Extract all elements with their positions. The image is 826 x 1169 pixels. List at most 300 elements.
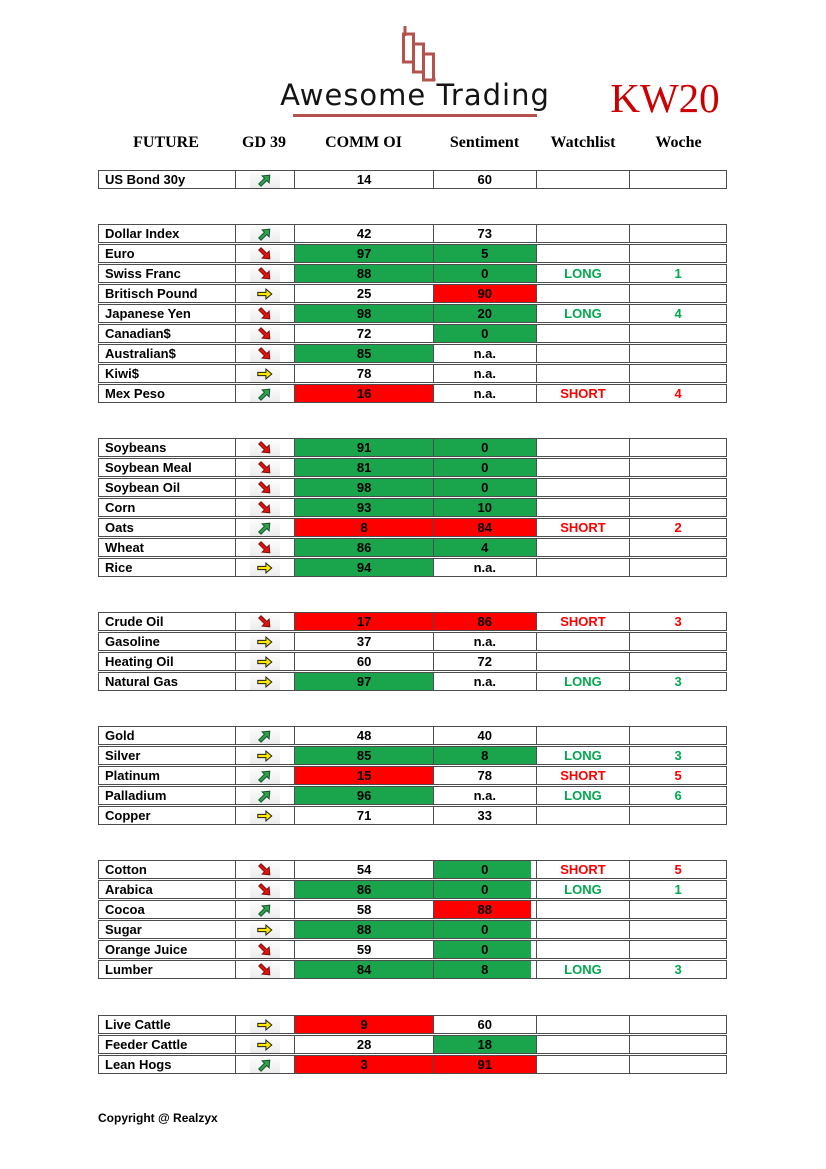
comm-oi-cell (294, 265, 433, 282)
cell-value: Arabica (105, 882, 153, 897)
future-cell (99, 961, 235, 978)
trend-icon-chip (250, 922, 280, 938)
future-cell (99, 921, 235, 938)
watchlist-cell (536, 787, 630, 804)
comm-oi-cell (294, 225, 433, 242)
cell-value: Lean Hogs (105, 1057, 172, 1072)
trend-right-icon (254, 807, 276, 825)
trend-cell (235, 807, 295, 824)
watchlist-cell (536, 1056, 630, 1073)
table-row (98, 498, 727, 517)
table-section-2 (98, 224, 727, 404)
watchlist-cell (536, 941, 630, 958)
cell-value: SHORT (560, 386, 606, 401)
future-cell (99, 519, 235, 536)
trend-icon-chip (250, 942, 280, 958)
sentiment-cell (433, 901, 536, 918)
sentiment-cell (433, 633, 536, 650)
comm-oi-cell (294, 385, 433, 402)
future-cell (99, 265, 235, 282)
watchlist-cell (536, 559, 630, 576)
trend-cell (235, 1056, 295, 1073)
cell-value: 86 (356, 882, 372, 897)
cell-value: LONG (564, 788, 602, 803)
cell-value: 73 (477, 226, 492, 241)
cell-value: 81 (356, 460, 372, 475)
sentiment-cell (433, 539, 536, 556)
trend-icon-chip (250, 1057, 280, 1073)
logo-candlestick-icon (392, 18, 448, 82)
cell-value: SHORT (560, 614, 606, 629)
table-row (98, 786, 727, 805)
trend-icon-chip (250, 306, 280, 322)
cell-value: 10 (477, 500, 492, 515)
cell-value: 71 (356, 808, 372, 823)
watchlist-cell (536, 747, 630, 764)
cell-value: 84 (356, 962, 372, 977)
trend-cell (235, 439, 295, 456)
column-header-gd-39: GD 39 (242, 134, 286, 151)
trend-icon-chip (250, 480, 280, 496)
cell-value: 5 (674, 862, 682, 877)
cell-value: 5 (674, 768, 682, 783)
cell-value: 88 (356, 922, 372, 937)
woche-cell (629, 767, 726, 784)
cell-value: Palladium (105, 788, 167, 803)
future-cell (99, 941, 235, 958)
cell-value: 0 (481, 460, 489, 475)
comm-oi-cell (294, 171, 433, 188)
watchlist-cell (536, 539, 630, 556)
comm-oi-cell (294, 559, 433, 576)
trend-right-icon (254, 673, 276, 691)
future-cell (99, 747, 235, 764)
trend-cell (235, 633, 295, 650)
table-row (98, 920, 727, 939)
future-cell (99, 365, 235, 382)
trend-icon-chip (250, 560, 280, 576)
sentiment-cell (433, 961, 536, 978)
cell-value: SHORT (560, 768, 606, 783)
trend-right-icon (254, 1016, 276, 1034)
trend-cell (235, 171, 295, 188)
trend-icon-chip (250, 460, 280, 476)
cell-value: 15 (356, 768, 372, 783)
sentiment-cell (433, 673, 536, 690)
sentiment-cell (433, 225, 536, 242)
cell-value: Swiss Franc (105, 266, 181, 281)
sentiment-cell (433, 479, 536, 496)
cell-value: 90 (477, 286, 492, 301)
cell-value: n.a. (473, 346, 496, 361)
trend-cell (235, 385, 295, 402)
comm-oi-cell (294, 459, 433, 476)
cell-value: 4 (674, 386, 682, 401)
future-cell (99, 767, 235, 784)
cell-value: Wheat (105, 540, 144, 555)
table-row (98, 438, 727, 457)
sentiment-cell (433, 559, 536, 576)
trend-cell (235, 921, 295, 938)
table-row (98, 766, 727, 785)
table-row (98, 612, 727, 631)
cell-value: 58 (356, 902, 372, 917)
trend-icon-chip (250, 386, 280, 402)
trend-icon-chip (250, 902, 280, 918)
trend-up-icon (254, 767, 276, 785)
trend-right-icon (254, 921, 276, 939)
future-cell (99, 673, 235, 690)
cell-value: Live Cattle (105, 1017, 171, 1032)
table-section-4 (98, 612, 727, 692)
sentiment-cell (433, 727, 536, 744)
cell-value: Soybean Meal (105, 460, 192, 475)
cell-value: n.a. (473, 674, 496, 689)
cell-value: Crude Oil (105, 614, 164, 629)
future-cell (99, 901, 235, 918)
cell-value: 0 (481, 480, 489, 495)
table-row (98, 264, 727, 283)
cell-value: 3 (674, 962, 682, 977)
woche-cell (629, 439, 726, 456)
sentiment-cell (433, 787, 536, 804)
trend-cell (235, 345, 295, 362)
cell-value: LONG (564, 674, 602, 689)
trend-down-icon (254, 539, 276, 557)
table-row (98, 364, 727, 383)
table-row (98, 304, 727, 323)
cell-value: 0 (481, 326, 489, 341)
table-row (98, 726, 727, 745)
cell-value: Corn (105, 500, 136, 515)
comm-oi-cell (294, 727, 433, 744)
future-cell (99, 385, 235, 402)
watchlist-cell (536, 325, 630, 342)
cell-value: 4 (674, 306, 682, 321)
cell-value: 86 (356, 540, 372, 555)
woche-cell (629, 961, 726, 978)
woche-cell (629, 653, 726, 670)
cell-value: LONG (564, 266, 602, 281)
trend-icon-chip (250, 788, 280, 804)
trend-icon-chip (250, 654, 280, 670)
future-cell (99, 613, 235, 630)
cell-value: 98 (356, 306, 372, 321)
column-header-comm-oi: COMM OI (325, 134, 402, 151)
cell-value: 98 (356, 480, 372, 495)
future-cell (99, 727, 235, 744)
comm-oi-cell (294, 499, 433, 516)
woche-cell (629, 265, 726, 282)
column-header-watchlist: Watchlist (550, 134, 616, 151)
comm-oi-cell (294, 439, 433, 456)
cell-value: 3 (674, 614, 682, 629)
table-row (98, 518, 727, 537)
trend-icon-chip (250, 674, 280, 690)
cell-value: 84 (477, 520, 492, 535)
watchlist-cell (536, 613, 630, 630)
table-row (98, 746, 727, 765)
trend-cell (235, 499, 295, 516)
future-cell (99, 787, 235, 804)
cell-value: Soybeans (105, 440, 167, 455)
woche-cell (629, 1056, 726, 1073)
cell-value: 72 (356, 326, 372, 341)
sentiment-cell (433, 265, 536, 282)
sentiment-cell (433, 861, 536, 878)
table-section-1 (98, 170, 727, 190)
sentiment-cell (433, 245, 536, 262)
cell-value: Euro (105, 246, 135, 261)
trend-icon-chip (250, 1017, 280, 1033)
table-row (98, 478, 727, 497)
table-header-row (98, 134, 727, 152)
future-cell (99, 807, 235, 824)
trend-icon-chip (250, 366, 280, 382)
table-row (98, 652, 727, 671)
woche-cell (629, 1036, 726, 1053)
sentiment-cell (433, 499, 536, 516)
copyright-text: Copyright @ Realzyx (98, 1111, 218, 1125)
cell-value: 85 (356, 748, 372, 763)
cell-value: Oats (105, 520, 134, 535)
cell-value: SHORT (560, 520, 606, 535)
trend-cell (235, 285, 295, 302)
woche-cell (629, 345, 726, 362)
trend-cell (235, 519, 295, 536)
comm-oi-cell (294, 325, 433, 342)
cell-value: LONG (564, 882, 602, 897)
table-row (98, 900, 727, 919)
trend-cell (235, 265, 295, 282)
trend-down-icon (254, 613, 276, 631)
cell-value: n.a. (473, 366, 496, 381)
future-cell (99, 345, 235, 362)
watchlist-cell (536, 385, 630, 402)
watchlist-cell (536, 439, 630, 456)
cell-value: LONG (564, 306, 602, 321)
sentiment-cell (433, 325, 536, 342)
cell-value: 60 (477, 172, 492, 187)
cell-value: Soybean Oil (105, 480, 181, 495)
table-row (98, 1055, 727, 1074)
cell-value: Japanese Yen (105, 306, 191, 321)
table-row (98, 632, 727, 651)
cell-value: 88 (356, 266, 372, 281)
trend-right-icon (254, 633, 276, 651)
comm-oi-cell (294, 479, 433, 496)
cell-value: 88 (477, 902, 492, 917)
future-cell (99, 479, 235, 496)
future-cell (99, 245, 235, 262)
trend-icon-chip (250, 326, 280, 342)
watchlist-cell (536, 459, 630, 476)
table-row (98, 170, 727, 189)
woche-cell (629, 1016, 726, 1033)
watchlist-cell (536, 901, 630, 918)
trend-cell (235, 559, 295, 576)
watchlist-cell (536, 807, 630, 824)
watchlist-cell (536, 961, 630, 978)
trend-cell (235, 901, 295, 918)
cell-value: n.a. (473, 386, 496, 401)
sentiment-cell (433, 285, 536, 302)
cell-value: 28 (356, 1037, 372, 1052)
trend-cell (235, 747, 295, 764)
trend-down-icon (254, 961, 276, 979)
cell-value: 25 (356, 286, 372, 301)
trend-icon-chip (250, 500, 280, 516)
cell-value: 86 (477, 614, 492, 629)
comm-oi-cell (294, 539, 433, 556)
cell-value: 0 (481, 882, 489, 897)
comm-oi-cell (294, 345, 433, 362)
cell-value: 59 (356, 942, 372, 957)
trend-icon-chip (250, 862, 280, 878)
table-row (98, 284, 727, 303)
woche-cell (629, 245, 726, 262)
brand-title: Awesome Trading (280, 78, 550, 112)
future-cell (99, 225, 235, 242)
sentiment-cell (433, 1016, 536, 1033)
cell-value: 18 (477, 1037, 492, 1052)
cell-value: 8 (360, 520, 368, 535)
brand-underline (293, 114, 537, 117)
cell-value: 4 (481, 540, 489, 555)
table-row (98, 940, 727, 959)
trend-icon-chip (250, 540, 280, 556)
cell-value: 91 (477, 1057, 492, 1072)
future-cell (99, 559, 235, 576)
cell-value: Heating Oil (105, 654, 174, 669)
trend-up-icon (254, 1056, 276, 1074)
trend-cell (235, 861, 295, 878)
trend-icon-chip (250, 728, 280, 744)
cell-value: 78 (356, 366, 372, 381)
cell-value: Mex Peso (105, 386, 165, 401)
sentiment-cell (433, 921, 536, 938)
table-row (98, 244, 727, 263)
cell-value: 78 (477, 768, 492, 783)
sentiment-cell (433, 385, 536, 402)
woche-cell (629, 479, 726, 496)
table-row (98, 1015, 727, 1034)
watchlist-cell (536, 767, 630, 784)
cell-value: 0 (481, 922, 489, 937)
trend-icon-chip (250, 226, 280, 242)
woche-cell (629, 385, 726, 402)
trend-down-icon (254, 861, 276, 879)
cell-value: Cotton (105, 862, 147, 877)
watchlist-cell (536, 245, 630, 262)
comm-oi-cell (294, 673, 433, 690)
table-row (98, 384, 727, 403)
future-cell (99, 633, 235, 650)
sentiment-cell (433, 747, 536, 764)
comm-oi-cell (294, 901, 433, 918)
cell-value: Orange Juice (105, 942, 188, 957)
cell-value: Gasoline (105, 634, 160, 649)
watchlist-cell (536, 345, 630, 362)
cell-value: 48 (356, 728, 372, 743)
trend-right-icon (254, 365, 276, 383)
trend-up-icon (254, 787, 276, 805)
watchlist-cell (536, 1016, 630, 1033)
trend-icon-chip (250, 172, 280, 188)
cell-value: 8 (481, 748, 489, 763)
trend-icon-chip (250, 808, 280, 824)
sentiment-cell (433, 305, 536, 322)
comm-oi-cell (294, 519, 433, 536)
trend-up-icon (254, 171, 276, 189)
trend-cell (235, 881, 295, 898)
future-cell (99, 1056, 235, 1073)
woche-cell (629, 901, 726, 918)
future-cell (99, 325, 235, 342)
cell-value: 60 (356, 654, 372, 669)
cell-value: Australian$ (105, 346, 176, 361)
cell-value: 42 (356, 226, 372, 241)
table-section-6 (98, 860, 727, 980)
cell-value: LONG (564, 748, 602, 763)
cell-value: Platinum (105, 768, 160, 783)
watchlist-cell (536, 171, 630, 188)
trend-down-icon (254, 479, 276, 497)
future-cell (99, 171, 235, 188)
trend-right-icon (254, 1036, 276, 1054)
trend-icon-chip (250, 346, 280, 362)
cell-value: Rice (105, 560, 133, 575)
sentiment-cell (433, 767, 536, 784)
sentiment-cell (433, 459, 536, 476)
table-row (98, 458, 727, 477)
table-row (98, 860, 727, 879)
woche-cell (629, 499, 726, 516)
sentiment-cell (433, 439, 536, 456)
trend-cell (235, 459, 295, 476)
trend-cell (235, 225, 295, 242)
watchlist-cell (536, 653, 630, 670)
sentiment-cell (433, 519, 536, 536)
trend-down-icon (254, 459, 276, 477)
woche-cell (629, 747, 726, 764)
cell-value: 5 (481, 246, 489, 261)
watchlist-cell (536, 921, 630, 938)
trend-down-icon (254, 881, 276, 899)
cell-value: Lumber (105, 962, 153, 977)
woche-cell (629, 633, 726, 650)
trend-icon-chip (250, 286, 280, 302)
comm-oi-cell (294, 961, 433, 978)
cell-value: Sugar (105, 922, 142, 937)
trend-right-icon (254, 747, 276, 765)
comm-oi-cell (294, 807, 433, 824)
cell-value: Natural Gas (105, 674, 178, 689)
watchlist-cell (536, 881, 630, 898)
cell-value: SHORT (560, 862, 606, 877)
trend-cell (235, 245, 295, 262)
sentiment-cell (433, 807, 536, 824)
trend-right-icon (254, 559, 276, 577)
cell-value: n.a. (473, 788, 496, 803)
watchlist-cell (536, 519, 630, 536)
cell-value: 54 (356, 862, 372, 877)
watchlist-cell (536, 305, 630, 322)
woche-cell (629, 285, 726, 302)
future-cell (99, 439, 235, 456)
sentiment-cell (433, 1036, 536, 1053)
cell-value: 8 (481, 962, 489, 977)
